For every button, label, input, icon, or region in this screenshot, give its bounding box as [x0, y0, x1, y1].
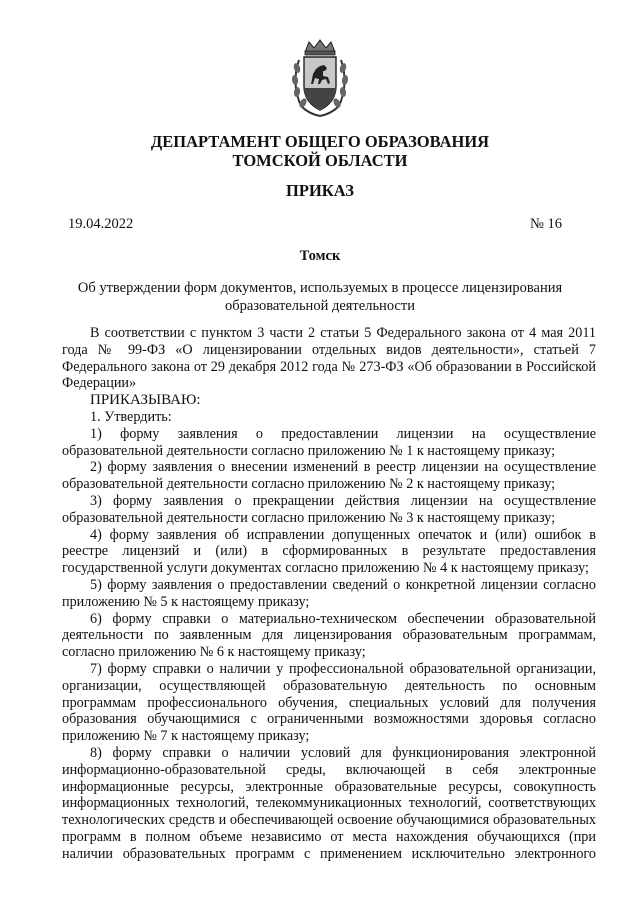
- city-name: Томск: [299, 248, 341, 264]
- coat-of-arms-emblem: [289, 38, 351, 118]
- preamble-paragraph: В соответствии с пунктом 3 части 2 статьи 5 Федерального закона от 4 мая 2011 года № 99-ФЗ «О лицензировании отдельных видов деятельности», статьей 7 Федерального закона от 29 декабря 2012 года № 273-ФЗ «Об образовании в Российской Федерации»: [62, 325, 596, 392]
- subitem-8: 8) форму справки о наличии условий для функционирования электронной информационно-образовательной среды, включающей в себя электронные информационные ресурсы, электронные образовательные ресурсы, совокупность информационных технологий, телекоммуникационных технологий, соответствующих технологических средств и обеспечивающей освоение обучающимися образовательных программ в полном объеме независимо от места нахождения обучающихся (при наличии образовательных программ с применением исключительно электронного: [62, 744, 596, 862]
- subitem-6: 6) форму справки о материально-техническом обеспечении образовательной деятельности по заявленным для лицензирования образовательным программам, согласно приложению № 6 к настоящему приказу;: [62, 610, 596, 661]
- order-date: 19.04.2022: [68, 216, 134, 232]
- subitem-4: 4) форму заявления об исправлении допущенных опечаток и (или) ошибок в реестре лицензий и (или) в сформированных в результате предоставления государственной услуги документах согласно приложению № 4 к настоящему приказу;: [62, 526, 596, 577]
- subitem-5: 5) форму заявления о предоставлении сведений о конкретной лицензии согласно приложению № 5 к настоящему приказу;: [62, 576, 596, 610]
- order-subject: Об утверждении форм документов, используемых в процессе лицензирования образовательной деятельности: [77, 280, 563, 314]
- department-name-line1: ДЕПАРТАМЕНТ ОБЩЕГО ОБРАЗОВАНИЯ: [150, 132, 490, 151]
- subitem-2: 2) форму заявления о внесении изменений в реестр лицензии на осуществление образовательной деятельности согласно приложению № 2 к настоящему приказу;: [62, 459, 596, 493]
- subitem-7: 7) форму справки о наличии у профессиональной образовательной организации, организации, осуществляющей образовательную деятельность по основным программам профессионального обучения, специальных условий для получения образования обучающимися с ограниченными возможностями здоровья согласно приложению № 7 к настоящему приказу;: [62, 660, 596, 745]
- document-type-title: ПРИКАЗ: [286, 181, 354, 200]
- department-name-line2: ТОМСКОЙ ОБЛАСТИ: [232, 151, 408, 170]
- subitem-1: 1) форму заявления о предоставлении лицензии на осуществление образовательной деятельности согласно приложению № 1 к настоящему приказу;: [62, 425, 596, 459]
- order-body: [62, 325, 596, 863]
- order-word: ПРИКАЗЫВАЮ:: [90, 392, 201, 409]
- subitem-3: 3) форму заявления о прекращении действия лицензии на осуществление образовательной деятельности согласно приложению № 3 к настоящему приказу;: [62, 492, 596, 526]
- item-1: 1. Утвердить:: [90, 408, 172, 425]
- order-number: № 16: [530, 216, 562, 232]
